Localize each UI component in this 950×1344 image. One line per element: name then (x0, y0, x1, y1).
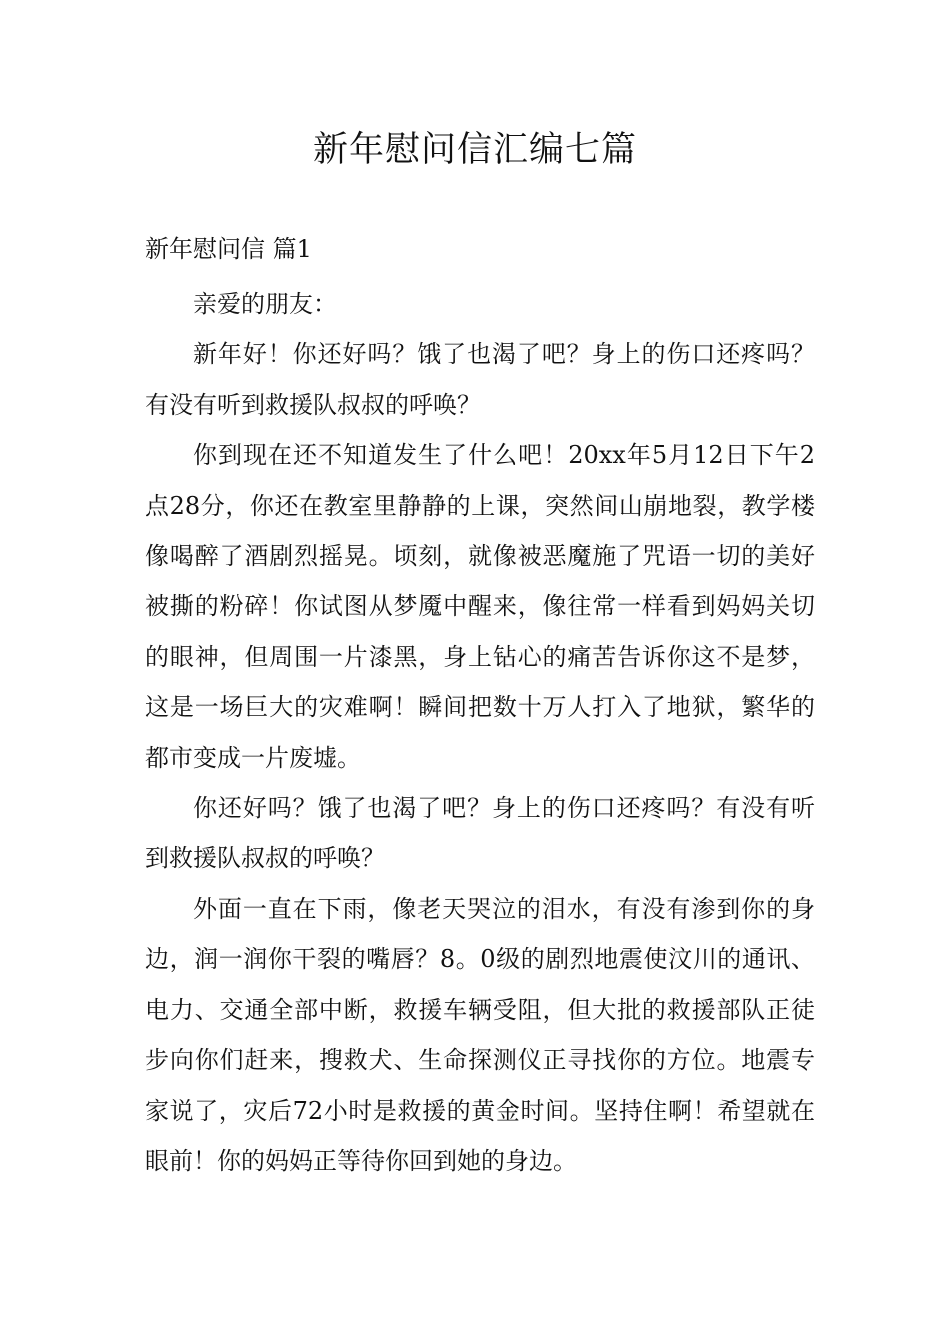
section-heading: 新年慰问信 篇1 (145, 235, 312, 263)
paragraph: 外面一直在下雨，像老天哭泣的泪水，有没有渗到你的身边，润一润你干裂的嘴唇？8。0级的剧烈地震使汶川的通讯、电力、交通全部中断，救援车辆受阻，但大批的救援部队正徒步向你们赶来，搜救犬、生命探测仪正寻找你的方位。地震专家说了，灾后72小时是救援的黄金时间。坚持住啊！希望就在眼前！你的妈妈正等待你回到她的身边。 (145, 894, 815, 1175)
salutation: 亲爱的朋友： (193, 290, 337, 318)
paragraph: 你到现在还不知道发生了什么吧！20xx年5月12日下午2点28分，你还在教室里静静的上课，突然间山崩地裂，教学楼像喝醉了酒剧烈摇晃。顷刻，就像被恶魔施了咒语一切的美好被撕的粉碎！你试图从梦魇中醒来，像往常一样看到妈妈关切的眼神，但周围一片漆黑，身上钻心的痛苦告诉你这不是梦，这是一场巨大的灾难啊！瞬间把数十万人打入了地狱，繁华的都市变成一片废墟。 (145, 441, 815, 772)
document-title: 新年慰问信汇编七篇 (312, 130, 637, 170)
letter-body (145, 279, 815, 1186)
paragraph: 你还好吗？饿了也渴了吧？身上的伤口还疼吗？有没有听到救援队叔叔的呼唤？ (145, 794, 815, 873)
paragraph: 新年好！你还好吗？饿了也渴了吧？身上的伤口还疼吗？有没有听到救援队叔叔的呼唤？ (145, 340, 815, 419)
